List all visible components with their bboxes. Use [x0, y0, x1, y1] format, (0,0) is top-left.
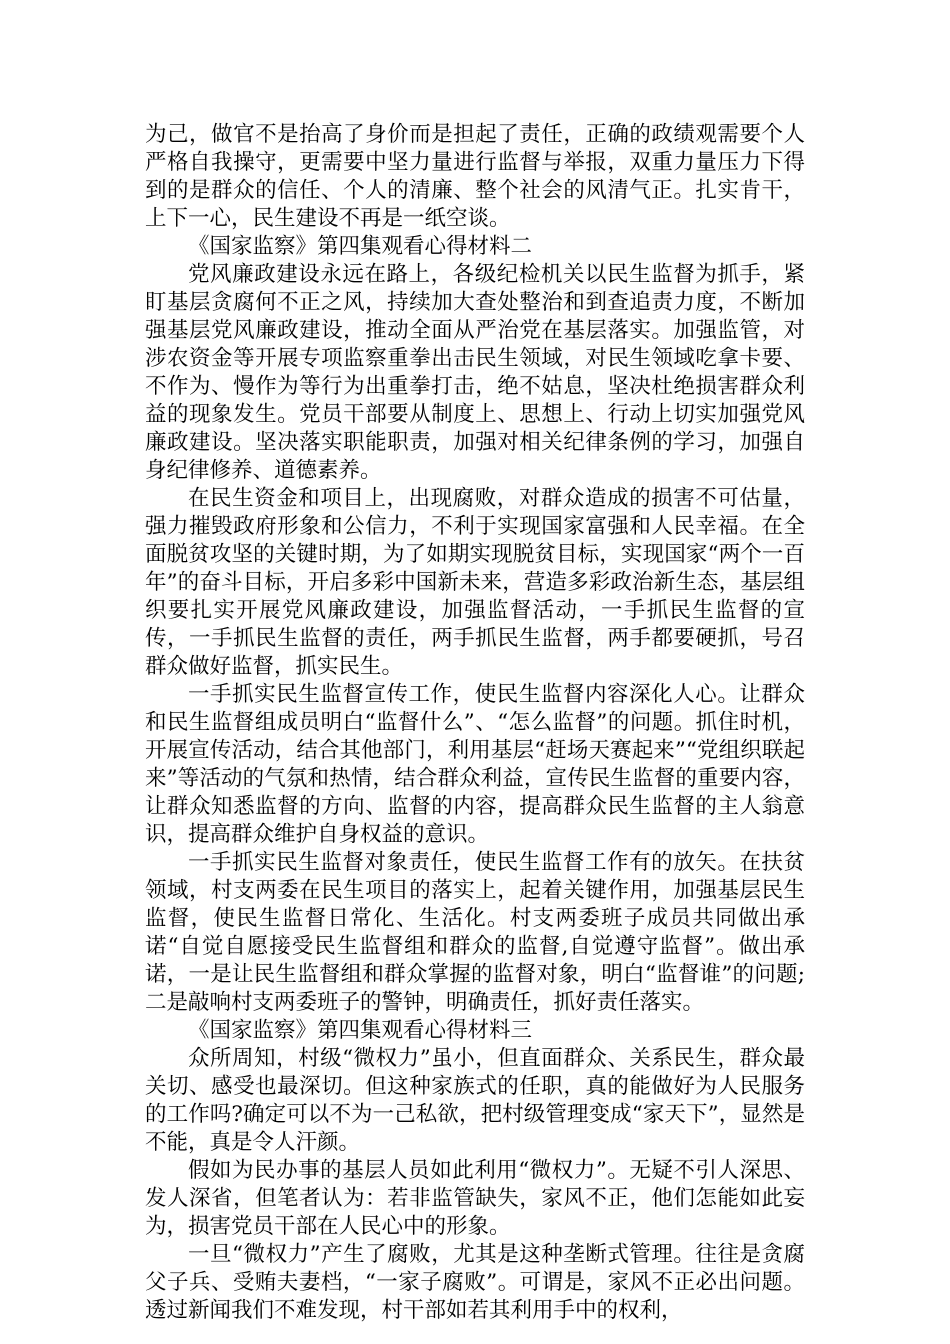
- paragraph: 党风廉政建设永远在路上，各级纪检机关以民生监督为抓手，紧盯基层贪腐何不正之风，持续加大查处整治和到查追责力度，不断加强基层党风廉政建设，推动全面从严治党在基层落实。加强监管，对涉农资金等开展专项监察重拳出击民生领域，对民生领域吃拿卡要、不作为、慢作为等行为出重拳打击，绝不姑息，坚决杜绝损害群众利益的现象发生。党员干部要从制度上、思想上、行动上切实加强党风廉政建设。坚决落实职能职责，加强对相关纪律条例的学习，加强自身纪律修养、道德素养。: [145, 262, 805, 483]
- paragraph: 一手抓实民生监督对象责任，使民生监督工作有的放矢。在扶贫领域，村支两委在民生项目的落实上，起着关键作用，加强基层民生监督，使民生监督日常化、生活化。村支两委班子成员共同做出承诺“自觉自愿接受民生监督组和群众的监督,自觉遵守监督”。做出承诺，一是让民生监督组和群众掌握的监督对象，明白“监督谁”的问题;二是敲响村支两委班子的警钟，明确责任，抓好责任落实。: [145, 850, 805, 1015]
- document-body: [145, 121, 805, 1325]
- section-heading-material-two: 《国家监察》第四集观看心得材料二: [188, 234, 533, 259]
- paragraph-continued: 为己，做官不是抬高了身价而是担起了责任，正确的政绩观需要个人严格自我操守，更需要中坚力量进行监督与举报，双重力量压力下得到的是群众的信任、个人的清廉、整个社会的风清气正。扎实肯干，上下一心，民生建设不再是一纸空谈。: [145, 122, 805, 231]
- section-heading-material-three: 《国家监察》第四集观看心得材料三: [188, 1018, 533, 1043]
- paragraph: 一手抓实民生监督宣传工作，使民生监督内容深化人心。让群众和民生监督组成员明白“监督什么”、“怎么监督”的问题。抓住时机，开展宣传活动，结合其他部门，利用基层“赶场天赛起来”“党组织联起来”等活动的气氛和热情，结合群众利益，宣传民生监督的重要内容，让群众知悉监督的方向、监督的内容，提高群众民生监督的主人翁意识，提高群众维护自身权益的意识。: [145, 682, 805, 847]
- paragraph: 在民生资金和项目上，出现腐败，对群众造成的损害不可估量，强力摧毁政府形象和公信力，不利于实现国家富强和人民幸福。在全面脱贫攻坚的关键时期，为了如期实现脱贫目标，实现国家“两个一百年”的奋斗目标，开启多彩中国新未来，营造多彩政治新生态，基层组织要扎实开展党风廉政建设，加强监督活动，一手抓民生监督的宣传，一手抓民生监督的责任，两手抓民生监督，两手都要硬抓，号召群众做好监督，抓实民生。: [145, 486, 805, 679]
- paragraph: 假如为民办事的基层人员如此利用“微权力”。无疑不引人深思、发人深省，但笔者认为：若非监管缺失，家风不正，他们怎能如此妄为，损害党员干部在人民心中的形象。: [145, 1158, 805, 1239]
- paragraph: 众所周知，村级“微权力”虽小，但直面群众、关系民生，群众最关切、感受也最深切。但这种家族式的任职，真的能做好为人民服务的工作吗?确定可以不为一己私欲，把村级管理变成“家天下”，显然是不能，真是令人汗颜。: [145, 1046, 805, 1155]
- paragraph: 一旦“微权力”产生了腐败，尤其是这种垄断式管理。往往是贪腐父子兵、受贿夫妻档，“一家子腐败”。可谓是，家风不正必出问题。透过新闻我们不难发现，村干部如若其利用手中的权利，: [145, 1242, 805, 1323]
